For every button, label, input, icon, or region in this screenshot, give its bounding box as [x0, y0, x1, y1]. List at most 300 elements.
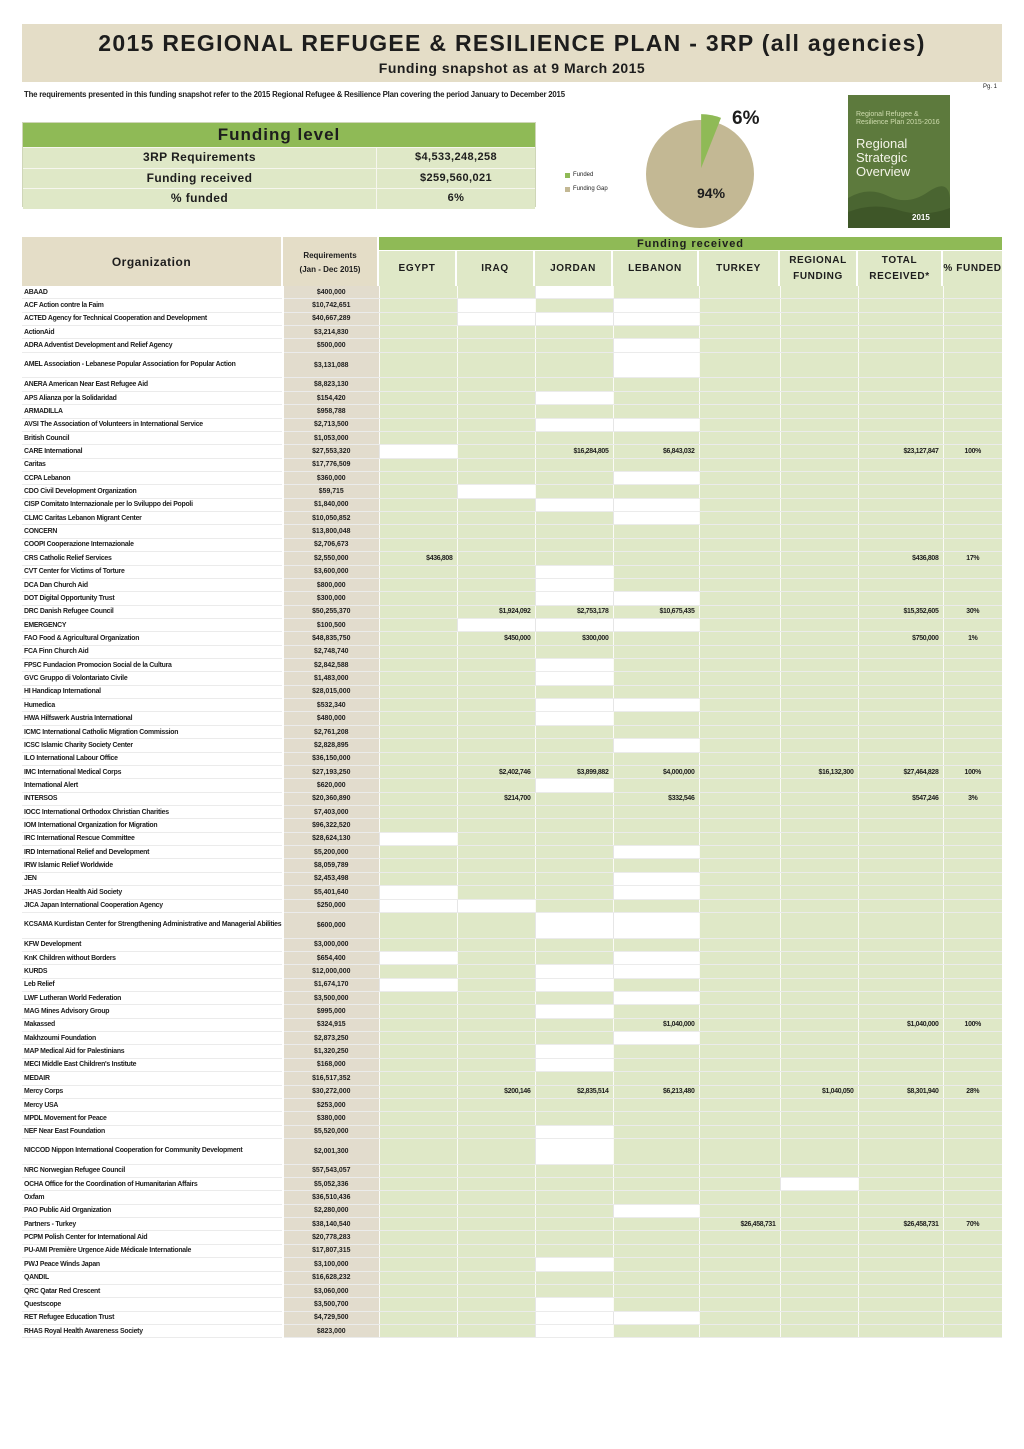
turkey-cell — [699, 859, 780, 872]
organization-cell: Mercy Corps — [22, 1085, 283, 1098]
lebanon-cell — [613, 1271, 699, 1284]
turkey-cell — [699, 1085, 780, 1098]
jordan-cell — [535, 431, 613, 444]
turkey-cell — [699, 886, 780, 899]
lebanon-cell — [613, 1098, 699, 1111]
regional-cell — [780, 672, 858, 685]
turkey-cell — [699, 951, 780, 964]
regional-cell — [780, 792, 858, 805]
total-received-cell: $8,301,940 — [858, 1085, 943, 1098]
total-received-cell — [858, 938, 943, 951]
iraq-cell — [457, 1032, 535, 1045]
total-received-cell — [858, 431, 943, 444]
jordan-cell — [535, 326, 613, 339]
table-row — [22, 1284, 1002, 1297]
total-received-cell — [858, 1177, 943, 1190]
header-jordan: JORDAN — [535, 251, 611, 286]
iraq-cell — [457, 312, 535, 325]
regional-cell — [780, 552, 858, 565]
lebanon-cell — [613, 485, 699, 498]
requirements-cell: $28,015,000 — [283, 685, 379, 698]
total-received-cell — [858, 886, 943, 899]
egypt-cell — [379, 512, 457, 525]
legend-swatch — [565, 187, 570, 192]
total-received-cell — [858, 565, 943, 578]
iraq-cell — [457, 1125, 535, 1138]
regional-cell — [780, 899, 858, 912]
pct-funded-cell — [943, 312, 1002, 325]
header-lebanon: LEBANON — [613, 251, 697, 286]
total-received-cell — [858, 592, 943, 605]
funding-level-row — [23, 168, 535, 189]
turkey-cell — [699, 1125, 780, 1138]
organization-cell: Makassed — [22, 1018, 283, 1031]
regional-cell — [780, 632, 858, 645]
requirements-cell: $8,059,789 — [283, 859, 379, 872]
pct-funded-cell: 100% — [943, 445, 1002, 458]
total-received-cell — [858, 299, 943, 312]
regional-cell — [780, 1018, 858, 1031]
iraq-cell — [457, 965, 535, 978]
pct-funded-cell — [943, 391, 1002, 404]
egypt-cell — [379, 312, 457, 325]
lebanon-cell — [613, 805, 699, 818]
pct-funded-cell — [943, 458, 1002, 471]
table-row — [22, 1244, 1002, 1257]
organization-cell: IOM International Organization for Migration — [22, 819, 283, 832]
requirements-cell: $27,553,320 — [283, 445, 379, 458]
pct-funded-cell — [943, 286, 1002, 299]
organization-cell: QRC Qatar Red Crescent — [22, 1284, 283, 1297]
jordan-cell — [535, 725, 613, 738]
organization-cell: DCA Dan Church Aid — [22, 578, 283, 591]
requirements-cell: $532,340 — [283, 699, 379, 712]
iraq-cell: $214,700 — [457, 792, 535, 805]
table-row — [22, 286, 1002, 299]
egypt-cell — [379, 965, 457, 978]
organization-cell: MPDL Movement for Peace — [22, 1112, 283, 1125]
lebanon-cell — [613, 938, 699, 951]
egypt-cell — [379, 299, 457, 312]
total-received-cell — [858, 991, 943, 1004]
total-received-cell — [858, 525, 943, 538]
lebanon-cell — [613, 391, 699, 404]
header-iraq: IRAQ — [457, 251, 533, 286]
regional-cell — [780, 299, 858, 312]
pct-funded-cell — [943, 618, 1002, 631]
regional-cell — [780, 872, 858, 885]
turkey-cell — [699, 832, 780, 845]
jordan-cell — [535, 978, 613, 991]
turkey-cell — [699, 1258, 780, 1271]
turkey-cell — [699, 912, 780, 938]
table-row — [22, 339, 1002, 352]
egypt-cell — [379, 1244, 457, 1257]
table-row — [22, 1058, 1002, 1071]
jordan-cell: $300,000 — [535, 632, 613, 645]
organization-cell: KCSAMA Kurdistan Center for Strengthening Administrative and Managerial Abilities — [22, 912, 283, 938]
egypt-cell — [379, 672, 457, 685]
jordan-cell — [535, 1324, 613, 1337]
requirements-cell: $3,500,700 — [283, 1298, 379, 1311]
turkey-cell: $26,458,731 — [699, 1218, 780, 1231]
organization-cell: HI Handicap International — [22, 685, 283, 698]
requirements-cell: $620,000 — [283, 779, 379, 792]
regional-cell — [780, 605, 858, 618]
turkey-cell — [699, 1191, 780, 1204]
iraq-cell — [457, 1324, 535, 1337]
lebanon-cell — [613, 685, 699, 698]
lebanon-cell — [613, 418, 699, 431]
organization-cell: EMERGENCY — [22, 618, 283, 631]
pct-funded-cell — [943, 1298, 1002, 1311]
pct-funded-cell — [943, 592, 1002, 605]
egypt-cell — [379, 592, 457, 605]
requirements-cell: $2,453,498 — [283, 872, 379, 885]
egypt-cell — [379, 685, 457, 698]
turkey-cell — [699, 752, 780, 765]
lebanon-cell — [613, 1164, 699, 1177]
pct-funded-cell — [943, 1112, 1002, 1125]
title-band — [22, 24, 1002, 82]
organization-cell: CARE International — [22, 445, 283, 458]
lebanon-cell — [613, 1032, 699, 1045]
turkey-cell — [699, 1164, 780, 1177]
legend-item-gap — [565, 182, 608, 196]
table-row — [22, 912, 1002, 938]
table-row — [22, 886, 1002, 899]
lebanon-cell — [613, 378, 699, 391]
total-received-cell — [858, 779, 943, 792]
requirements-cell: $40,667,289 — [283, 312, 379, 325]
turkey-cell — [699, 1231, 780, 1244]
table-row — [22, 1125, 1002, 1138]
turkey-cell — [699, 632, 780, 645]
pct-funded-cell — [943, 872, 1002, 885]
iraq-cell — [457, 779, 535, 792]
pct-funded-cell — [943, 326, 1002, 339]
jordan-cell — [535, 832, 613, 845]
pct-funded-cell — [943, 712, 1002, 725]
pct-funded-cell — [943, 645, 1002, 658]
iraq-cell — [457, 578, 535, 591]
turkey-cell — [699, 1298, 780, 1311]
egypt-cell — [379, 391, 457, 404]
requirements-cell: $3,000,000 — [283, 938, 379, 951]
egypt-cell — [379, 472, 457, 485]
lebanon-cell — [613, 1191, 699, 1204]
organization-cell: PWJ Peace Winds Japan — [22, 1258, 283, 1271]
lebanon-cell — [613, 1204, 699, 1217]
iraq-cell — [457, 1258, 535, 1271]
regional-cell — [780, 1298, 858, 1311]
requirements-cell: $27,193,250 — [283, 765, 379, 778]
cover-year: 2015 — [912, 213, 930, 222]
iraq-cell — [457, 1072, 535, 1085]
pct-funded-cell — [943, 565, 1002, 578]
turkey-cell — [699, 965, 780, 978]
turkey-cell — [699, 1018, 780, 1031]
pie-slice-gap — [646, 120, 754, 228]
requirements-cell: $5,520,000 — [283, 1125, 379, 1138]
requirements-cell: $2,828,895 — [283, 739, 379, 752]
jordan-cell — [535, 538, 613, 551]
jordan-cell — [535, 1204, 613, 1217]
requirements-cell: $3,100,000 — [283, 1258, 379, 1271]
pct-funded-cell — [943, 991, 1002, 1004]
regional-cell — [780, 312, 858, 325]
regional-cell — [780, 538, 858, 551]
funding-level-value: 6% — [447, 192, 465, 204]
jordan-cell — [535, 965, 613, 978]
jordan-cell — [535, 1231, 613, 1244]
egypt-cell — [379, 1284, 457, 1297]
iraq-cell — [457, 339, 535, 352]
egypt-cell — [379, 725, 457, 738]
regional-cell — [780, 685, 858, 698]
iraq-cell — [457, 1058, 535, 1071]
jordan-cell — [535, 672, 613, 685]
jordan-cell — [535, 699, 613, 712]
iraq-cell — [457, 712, 535, 725]
regional-cell: $16,132,300 — [780, 765, 858, 778]
pct-funded-cell — [943, 1045, 1002, 1058]
organization-cell: IRC International Rescue Committee — [22, 832, 283, 845]
jordan-cell — [535, 1177, 613, 1190]
header-regional: REGIONAL FUNDING — [780, 251, 856, 286]
legend-item-funded — [565, 168, 608, 182]
requirements-cell: $57,543,057 — [283, 1164, 379, 1177]
organization-cell: ABAAD — [22, 286, 283, 299]
jordan-cell — [535, 1112, 613, 1125]
regional-cell — [780, 1191, 858, 1204]
lebanon-cell — [613, 1058, 699, 1071]
regional-cell — [780, 525, 858, 538]
egypt-cell — [379, 286, 457, 299]
lebanon-cell — [613, 431, 699, 444]
table-row — [22, 472, 1002, 485]
regional-cell — [780, 339, 858, 352]
total-received-cell — [858, 978, 943, 991]
egypt-cell — [379, 886, 457, 899]
jordan-cell — [535, 1045, 613, 1058]
regional-cell — [780, 1258, 858, 1271]
total-received-cell — [858, 538, 943, 551]
table-row — [22, 458, 1002, 471]
lebanon-cell: $6,843,032 — [613, 445, 699, 458]
table-row — [22, 378, 1002, 391]
pct-funded-cell — [943, 672, 1002, 685]
iraq-cell — [457, 699, 535, 712]
total-received-cell: $26,458,731 — [858, 1218, 943, 1231]
pct-funded-cell — [943, 1164, 1002, 1177]
lebanon-cell — [613, 458, 699, 471]
iraq-cell — [457, 805, 535, 818]
turkey-cell — [699, 699, 780, 712]
turkey-cell — [699, 685, 780, 698]
egypt-cell — [379, 1324, 457, 1337]
requirements-cell: $154,420 — [283, 391, 379, 404]
lebanon-cell — [613, 552, 699, 565]
requirements-cell: $823,000 — [283, 1324, 379, 1337]
lebanon-cell — [613, 978, 699, 991]
pct-funded-cell — [943, 912, 1002, 938]
pct-funded-cell — [943, 951, 1002, 964]
jordan-cell — [535, 899, 613, 912]
regional-cell — [780, 991, 858, 1004]
turkey-cell — [699, 378, 780, 391]
iraq-cell — [457, 938, 535, 951]
iraq-cell — [457, 552, 535, 565]
egypt-cell — [379, 899, 457, 912]
organization-cell: KFW Development — [22, 938, 283, 951]
egypt-cell — [379, 1311, 457, 1324]
iraq-cell — [457, 832, 535, 845]
organization-cell: CISP Comitato Internazionale per lo Sviluppo dei Popoli — [22, 498, 283, 511]
iraq-cell — [457, 991, 535, 1004]
jordan-cell — [535, 1191, 613, 1204]
egypt-cell — [379, 1085, 457, 1098]
iraq-cell — [457, 352, 535, 378]
jordan-cell — [535, 339, 613, 352]
requirements-cell: $5,401,640 — [283, 886, 379, 899]
pct-funded-cell — [943, 578, 1002, 591]
organization-cell: COOPI Cooperazione Internazionale — [22, 538, 283, 551]
requirements-cell: $958,788 — [283, 405, 379, 418]
table-row — [22, 1298, 1002, 1311]
cover-line-1: Regional Refugee & Resilience Plan 2015-2016 — [856, 111, 940, 126]
funding-level-value: $4,533,248,258 — [414, 151, 498, 163]
total-received-cell — [858, 1112, 943, 1125]
organization-cell: ICSC Islamic Charity Society Center — [22, 739, 283, 752]
regional-cell — [780, 445, 858, 458]
total-received-cell — [858, 1125, 943, 1138]
lebanon-cell — [613, 1125, 699, 1138]
turkey-cell — [699, 805, 780, 818]
regional-cell — [780, 512, 858, 525]
egypt-cell — [379, 1005, 457, 1018]
egypt-cell — [379, 352, 457, 378]
header-requirements-period: (Jan - Dec 2015) — [299, 265, 361, 274]
egypt-cell — [379, 1191, 457, 1204]
iraq-cell — [457, 565, 535, 578]
jordan-cell — [535, 1072, 613, 1085]
total-received-cell — [858, 1244, 943, 1257]
egypt-cell — [379, 1112, 457, 1125]
turkey-cell — [699, 299, 780, 312]
requirements-cell: $8,823,130 — [283, 378, 379, 391]
total-received-cell — [858, 339, 943, 352]
requirements-cell: $2,713,500 — [283, 418, 379, 431]
jordan-cell: $2,835,514 — [535, 1085, 613, 1098]
header-funding-received: Funding received — [379, 237, 1002, 250]
turkey-cell — [699, 405, 780, 418]
organization-cell: QANDIL — [22, 1271, 283, 1284]
regional-cell — [780, 391, 858, 404]
requirements-cell: $250,000 — [283, 899, 379, 912]
egypt-cell — [379, 1298, 457, 1311]
requirements-cell: $100,500 — [283, 618, 379, 631]
iraq-cell — [457, 1231, 535, 1244]
iraq-cell — [457, 951, 535, 964]
pct-funded-cell — [943, 512, 1002, 525]
total-received-cell — [858, 485, 943, 498]
jordan-cell — [535, 886, 613, 899]
organization-cell: FPSC Fundacion Promocion Social de la Cultura — [22, 659, 283, 672]
jordan-cell — [535, 912, 613, 938]
lebanon-cell — [613, 538, 699, 551]
funding-level-label: Funding received — [23, 169, 377, 189]
organization-cell: ADRA Adventist Development and Relief Agency — [22, 339, 283, 352]
jordan-cell — [535, 1298, 613, 1311]
iraq-cell — [457, 645, 535, 658]
pct-funded-cell — [943, 1032, 1002, 1045]
jordan-cell — [535, 592, 613, 605]
lebanon-cell — [613, 991, 699, 1004]
table-row — [22, 632, 1002, 645]
total-received-cell — [858, 819, 943, 832]
lebanon-cell — [613, 912, 699, 938]
pct-funded-cell — [943, 978, 1002, 991]
legend-swatch — [565, 173, 570, 178]
lebanon-cell — [613, 1311, 699, 1324]
total-received-cell — [858, 965, 943, 978]
regional-cell — [780, 1231, 858, 1244]
turkey-cell — [699, 1072, 780, 1085]
requirements-cell: $800,000 — [283, 578, 379, 591]
egypt-cell — [379, 699, 457, 712]
pct-funded-cell — [943, 819, 1002, 832]
lebanon-cell — [613, 886, 699, 899]
requirements-cell: $2,280,000 — [283, 1204, 379, 1217]
pct-funded-cell — [943, 659, 1002, 672]
requirements-cell: $13,800,048 — [283, 525, 379, 538]
jordan-cell — [535, 405, 613, 418]
egypt-cell — [379, 405, 457, 418]
jordan-cell — [535, 352, 613, 378]
organization-cell: Caritas — [22, 458, 283, 471]
lebanon-cell — [613, 659, 699, 672]
jordan-cell — [535, 525, 613, 538]
total-received-cell — [858, 1231, 943, 1244]
page-number: Pg. 1 — [983, 84, 998, 90]
table-row — [22, 592, 1002, 605]
iraq-cell — [457, 1311, 535, 1324]
iraq-cell — [457, 418, 535, 431]
funding-level-value: $259,560,021 — [419, 171, 493, 184]
egypt-cell — [379, 859, 457, 872]
egypt-cell: $436,808 — [379, 552, 457, 565]
organization-cell: International Alert — [22, 779, 283, 792]
jordan-cell — [535, 1258, 613, 1271]
table-row — [22, 832, 1002, 845]
turkey-cell — [699, 538, 780, 551]
regional-cell: $1,040,050 — [780, 1085, 858, 1098]
lebanon-cell — [613, 632, 699, 645]
regional-cell — [780, 458, 858, 471]
pct-funded-cell: 28% — [943, 1085, 1002, 1098]
organization-cell: Makhzoumi Foundation — [22, 1032, 283, 1045]
lebanon-cell — [613, 819, 699, 832]
header-total: TOTAL RECEIVED* — [858, 251, 941, 286]
total-received-cell — [858, 352, 943, 378]
jordan-cell — [535, 752, 613, 765]
organization-cell: Leb Relief — [22, 978, 283, 991]
turkey-cell — [699, 618, 780, 631]
regional-cell — [780, 805, 858, 818]
pct-funded-cell — [943, 725, 1002, 738]
lebanon-cell — [613, 1005, 699, 1018]
